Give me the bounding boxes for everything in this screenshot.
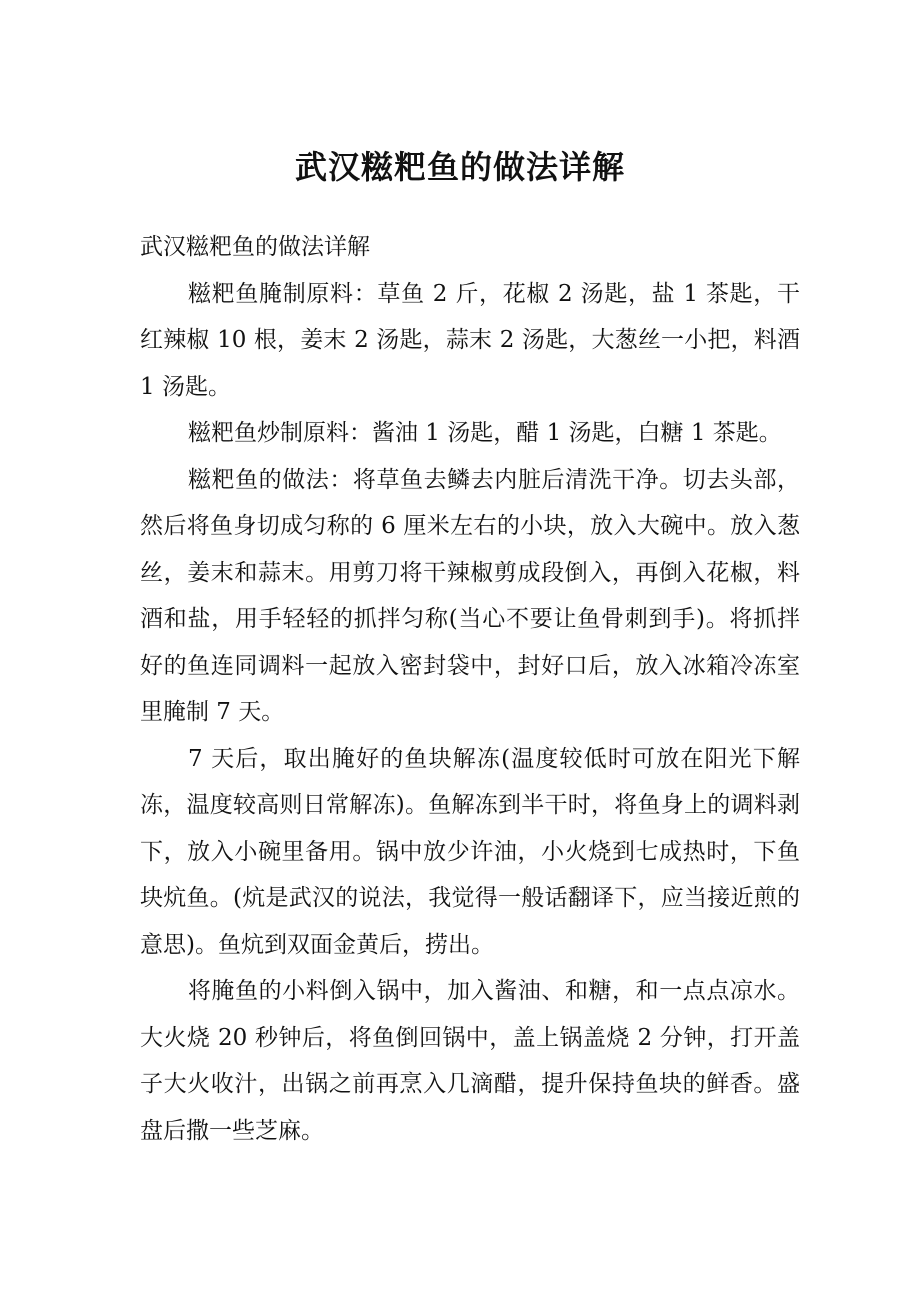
paragraph-thaw-and-fry: 7 天后，取出腌好的鱼块解冻(温度较低时可放在阳光下解冻，温度较高则日常解冻)。鱼解冻到半干时，将鱼身上的调料剥下，放入小碗里备用。锅中放少许油，小火烧到七成热时，下鱼块炕鱼。(炕是武汉的说法，我觉得一般话翻译下，应当接近煎的意思)。鱼炕到双面金黄后，捞出。 <box>140 745 800 958</box>
document-title: 武汉糍粑鱼的做法详解 <box>294 148 625 186</box>
paragraph-final-cooking: 将腌鱼的小料倒入锅中，加入酱油、和糖，和一点点凉水。大火烧 20 秒钟后，将鱼倒回锅中，盖上锅盖烧 2 分钟，打开盖子大火收汁，出锅之前再烹入几滴醋，提升保持鱼块的鲜香。盛盘后撒一些芝麻。 <box>140 978 800 1144</box>
paragraph-preparation-steps: 糍粑鱼的做法：将草鱼去鳞去内脏后清洗干净。切去头部，然后将鱼身切成匀称的 6 厘米左右的小块，放入大碗中。放入葱丝，姜末和蒜末。用剪刀将干辣椒剪成段倒入，再倒入花椒，料酒和盐，用手轻轻的抓拌匀称(当心不要让鱼骨刺到手)。将抓拌好的鱼连同调料一起放入密封袋中，封好口后，放入冰箱冷冻室里腌制 7 天。 <box>140 466 800 725</box>
document-body <box>140 224 800 1154</box>
paragraph-stirfry-ingredients: 糍粑鱼炒制原料：酱油 1 汤匙，醋 1 汤匙，白糖 1 茶匙。 <box>188 420 782 446</box>
paragraph-marinade-ingredients: 糍粑鱼腌制原料：草鱼 2 斤，花椒 2 汤匙，盐 1 茶匙，干红辣椒 10 根，姜末 2 汤匙，蒜末 2 汤匙，大葱丝一小把，料酒 1 汤匙。 <box>140 280 800 400</box>
document-subtitle: 武汉糍粑鱼的做法详解 <box>140 234 370 260</box>
